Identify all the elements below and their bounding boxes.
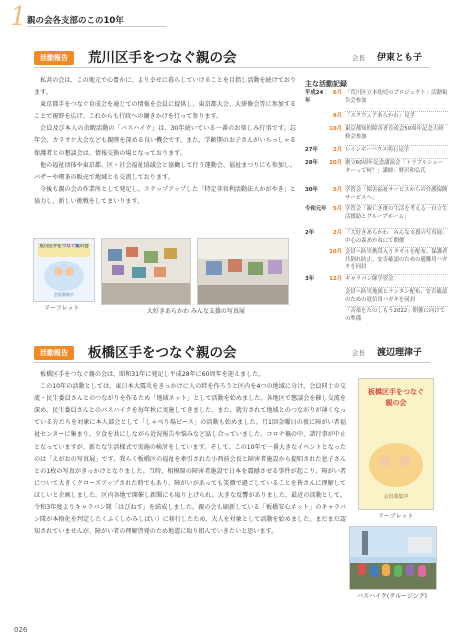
timeline-separator (345, 204, 448, 205)
timeline-text: 会員へ防災携帯入りタオルを配布、保護者共倒れ防止、安否確認のための避難用ハガキを同封 (345, 249, 448, 271)
timeline-year: 2年 (305, 230, 315, 236)
chapter-number: 1 (10, 2, 27, 32)
header-divider (27, 26, 167, 27)
timeline-separator (345, 274, 448, 275)
timeline-month: 5月 (332, 206, 342, 212)
timeline-separator (345, 287, 448, 288)
timeline-month: 10月 (329, 160, 342, 166)
leaflet-title: 荒川区手をつなぐ親の会 (39, 244, 89, 249)
section1-paragraph: 今後も親の会の作業所として発足し、ステップアップした「特定非営利活動法人かがやき」と協力し、新しい挑戦をしてまいります。 (34, 185, 296, 205)
leaflet-title: 板橋区手をつなぐ親の会 (368, 388, 424, 407)
page-number: 026 (14, 626, 28, 634)
section1-paragraph: 私共の会は、この地元で心豊かに、より幸せに暮らしていけることを目指し活動を続けております。 (34, 77, 296, 97)
timeline-title: 主な活動記録 (305, 80, 347, 88)
section2-paragraph: 板橋区手をつなぐ親の会は、昭和31年に発足し平成28年に60周年を迎えました。 (40, 371, 265, 378)
timeline-month: 9月 (332, 113, 342, 119)
timeline-month: 2月 (332, 230, 342, 236)
timeline-year: 3年 (305, 276, 315, 282)
timeline-year: 平成24年 (305, 90, 324, 104)
exhibition-photo-1 (101, 238, 191, 305)
leaflet-image-itabashi (358, 378, 434, 510)
timeline-year: 28年 (305, 160, 318, 166)
timeline-year: 30年 (305, 187, 318, 193)
section1-rep-name: 伊東とも子 (377, 53, 423, 63)
timeline-separator (345, 158, 448, 159)
section2-badge: 活動報告 (34, 346, 74, 360)
timeline-text: 東京都知的障害者育成会50周年記念大研修会参加 (345, 126, 444, 140)
leaflet-subtitle: 会員募集中 (54, 292, 74, 297)
caption-leaflet: リーフレット (44, 305, 80, 312)
timeline-separator (345, 185, 448, 186)
timeline-month: 2月 (332, 147, 342, 153)
section1-rep-label: 会長 (352, 54, 365, 62)
exhibition-photo-2 (197, 238, 289, 305)
timeline-separator (345, 228, 448, 229)
timeline-text: 学習会「障害福祉サービスからの介護保険サービスへ」 (345, 187, 448, 201)
timeline-text: キャラバン隊学習会 (345, 276, 394, 282)
section1-paragraph: 他の福祉団体や東京都、区・社会福祉協議会と協働して行う運動会、福祉まつりにも参加し、バザーや喫茶の販売で地域とも交流しております。 (34, 161, 296, 181)
section2-rep-name: 渡辺理津子 (377, 348, 423, 358)
leaflet-image (33, 238, 95, 302)
section2-body (34, 369, 346, 538)
section2-divider (34, 362, 430, 363)
section2-rep-label: 会長 (352, 349, 365, 357)
caption-exhibition: 大好きあらかわ みんな支援の写真展 (147, 308, 245, 315)
timeline-separator (345, 124, 448, 125)
timeline-separator (345, 306, 448, 307)
timeline-month: 6月 (332, 90, 342, 96)
leaflet-subtitle: 会員募集中 (383, 494, 409, 500)
caption-bus-hike: バスハイク(クルージング) (357, 593, 427, 600)
timeline-text: 「大好きあらかわ みんな支援の写真展」中心の森あかねにて開催 (345, 230, 448, 244)
timeline-year: 27年 (305, 147, 318, 153)
timeline-text: レインボーハウス明石見学 (345, 147, 409, 153)
timeline-text: 「荒川区立本幼児のプロジェクト」活動報告会参加 (345, 90, 448, 104)
timeline-year: 令和元年 (305, 206, 327, 212)
section1-badge: 活動報告 (34, 51, 74, 65)
timeline-text: 会員へ防災地図とランタン配布、安否確認のための返信用ハガキを同封 (345, 289, 448, 303)
timeline-month: 12月 (329, 276, 342, 282)
section1-title: 荒川区手をつなぐ親の会 (88, 50, 237, 66)
timeline-text: 「音楽をたのしもう2022」開催に向けての準備 (345, 308, 445, 322)
timeline-month: 10月 (329, 249, 342, 255)
timeline-separator (345, 145, 448, 146)
timeline-text: 学習会「親亡き後の生活を考える一自立生活援助とグループホーム」 (345, 206, 448, 220)
section1-divider (34, 67, 430, 68)
section2-title: 板橋区手をつなぐ親の会 (88, 345, 237, 361)
timeline-separator (345, 111, 448, 112)
timeline-month: 5月 (332, 187, 342, 193)
timeline-separator (345, 247, 448, 248)
caption-leaflet-itabashi: リーフレット (378, 513, 414, 520)
bus-hike-photo (349, 526, 437, 590)
timeline-month: 10月 (329, 126, 342, 132)
timeline (305, 90, 448, 325)
timeline-text: 「スクウェアあらかわ」見学 (345, 113, 415, 119)
section1-paragraph: 会員及び本人の余暇活動の「バスハイク」は、30年続いている一番のお楽しみ行事です。忘年会、カラオケ大会なども親睦を深める良い機会です。また、学齢期のお子さんがいらっしゃる保護者との懇談会は、情報交換の場となっております。 (34, 125, 296, 157)
section2-paragraph: この10年の活動としては、東日本大震災をきっかけに人の絆を作ろうと区内を4つの地域に分け、会員同士の交流・民生委員さんとのつながりを作るため「地域ネット」として活動を始めました。各地区で懇談会を催し交流を深め、民生委員さんとのバスハイクを毎年秋に実施してきました。また、就労されて地域とのつながりが薄くなっている方たちを対象に本人部会として「しゃべり場ピース」の活動も始めました。月1回金曜日の夜に障がい者福祉センターに集まり、夕食を共にしながら近況報告や悩みなど話し合っていました。コロナ禍の中、諸行事が中止となっていますが、新たな生活様式で実施の検討をしています。そして、この10年で一番大きなイベントとなったのは「えがおの写真展」です。我らく板橋区の福祉を牽引された小西前会長と障害者施設から提唱された息子さんとの1枚の写真がきっかけとなりました。当時、相模原の障害者施設で日本を震撼させる事件が起こり、障がい者について大きくクローズアップされた時でもあり、障がいがあっても笑顔で過ごしていることを皆さんに理解してほしいと企画しました。区内各地で開催し新聞にも取り上げられ、大きな反響がありました。最近の活動として、令和3年度よりキャラバン隊「はぴねす」を結成しました。親の会も刷新している「板橋安心ネット」のキャラバン隊が本格化を判定したくふくしかみしばい）に移行したため、大人を対象として活動を始めました。まだまだ認知されていませんが、障がい者の理解啓発のため地道に取り組んでいきたいと思います。 (34, 383, 346, 536)
chapter-title: 親の会各支部のこの10年 (27, 16, 124, 26)
section1-body (34, 75, 296, 208)
timeline-text: 創立60周年記念講演会「トラブルシューターって何？」講師：野沢和弘氏 (345, 160, 444, 174)
section1-paragraph: 東京都手をつなぐ育成会を通じての情報を会員に提供し、東京都大会、大研修会等に参加することで視野を広げ、これからも行政への働きかけを行って参ります。 (34, 101, 296, 121)
